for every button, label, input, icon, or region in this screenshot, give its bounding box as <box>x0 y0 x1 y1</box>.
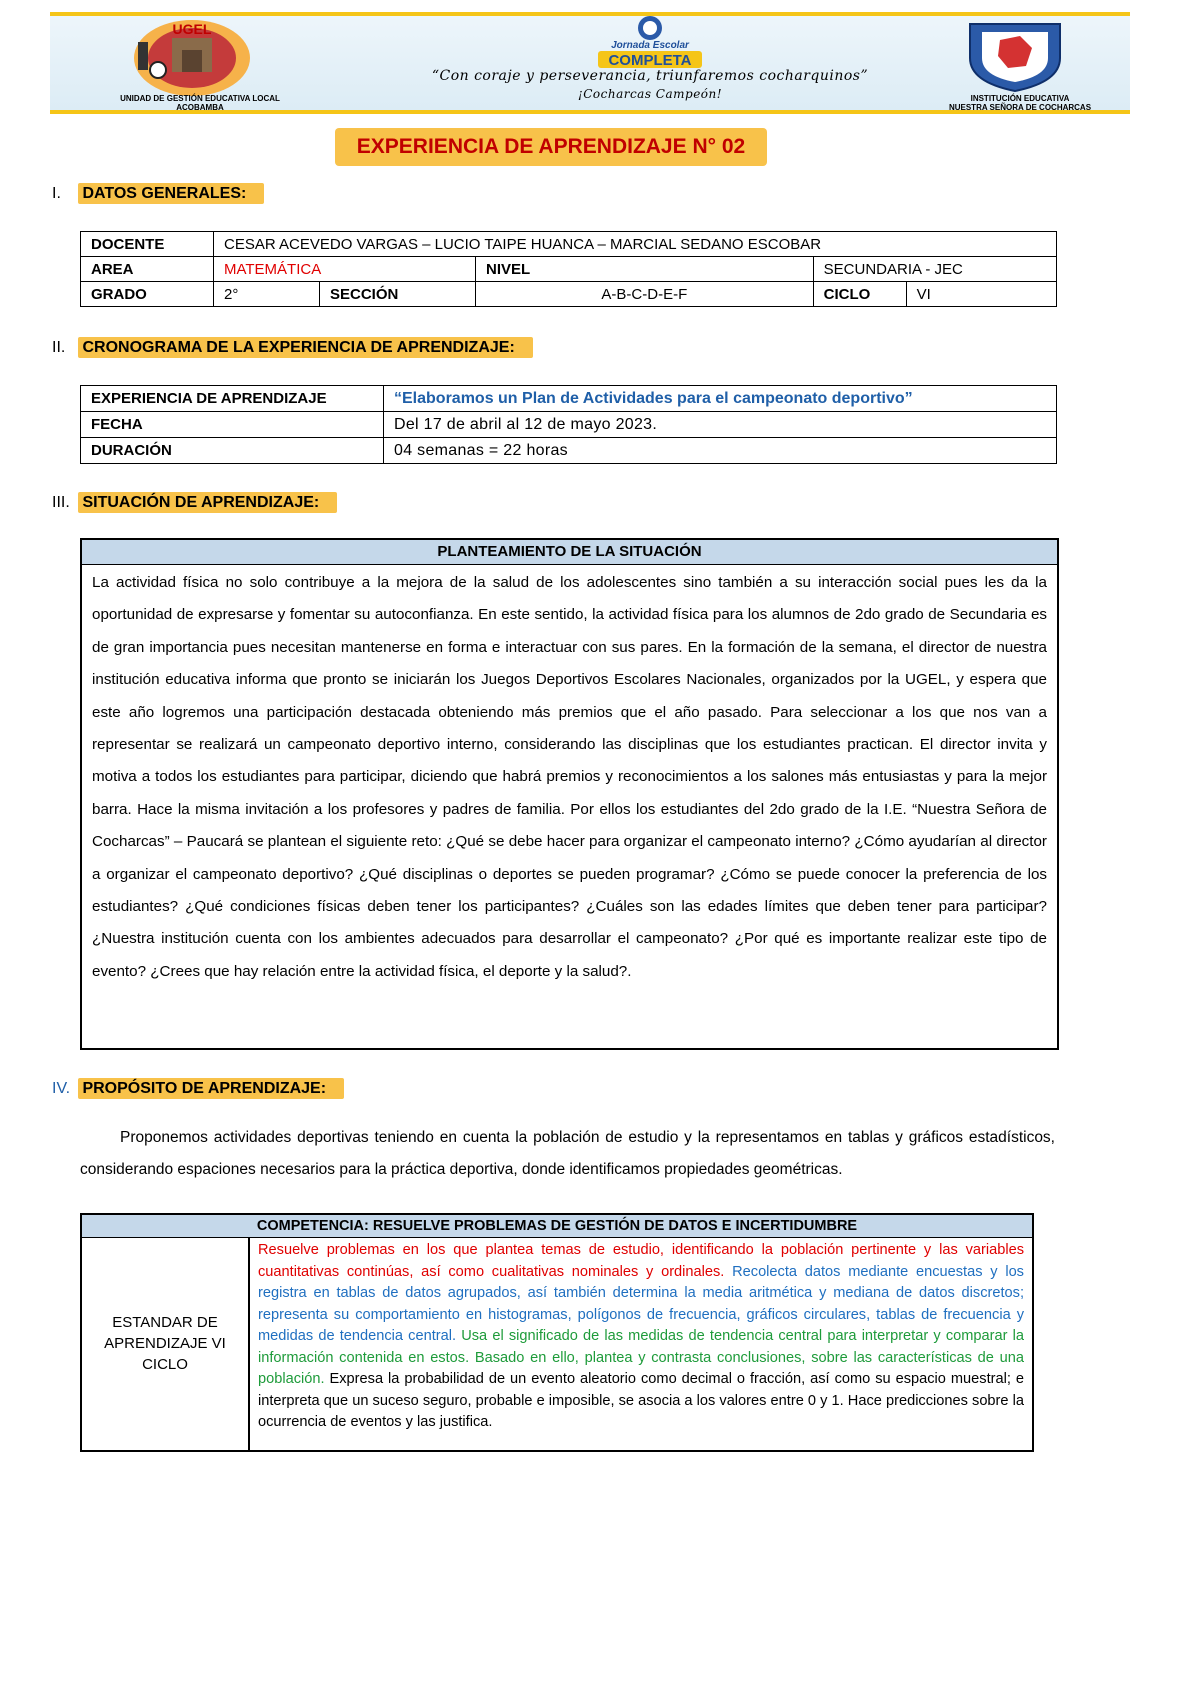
school-caption-line1: INSTITUCIÓN EDUCATIVA <box>970 94 1070 103</box>
seccion-value: A-B-C-D-E-F <box>476 282 814 307</box>
situacion-header: PLANTEAMIENTO DE LA SITUACIÓN <box>82 540 1057 565</box>
table-row <box>81 232 1057 257</box>
fecha-label: FECHA <box>81 412 384 438</box>
grado-label: GRADO <box>81 282 214 307</box>
estandar-part-black: Expresa la probabilidad de un evento aleatorio como decimal o fracción, así como su espacio muestral; e interpreta que un suceso seguro, probable e imposible, se asocia a los valores entre 0 y 1. Hace predicciones sobre la ocurrencia de eventos y las justifica. <box>258 1371 1024 1430</box>
situacion-box <box>80 538 1059 1050</box>
estandar-part-red: Resuelve problemas en los que plantea temas de estudio, identificando la población pertinente y las variables cuantitativas continúas, así como cualitativas nominales y ordinales. <box>258 1242 1024 1280</box>
jec-logo-line1: Jornada Escolar <box>611 40 689 51</box>
fecha-value: Del 17 de abril al 12 de mayo 2023. <box>384 412 1057 438</box>
docente-value: CESAR ACEVEDO VARGAS – LUCIO TAIPE HUANCA – MARCIAL SEDANO ESCOBAR <box>214 232 1057 257</box>
ugel-caption-line2: ACOBAMBA <box>176 103 224 112</box>
docente-label: DOCENTE <box>81 232 214 257</box>
school-shield-logo <box>960 18 1070 93</box>
estandar-description <box>250 1238 1032 1450</box>
seccion-label: SECCIÓN <box>320 282 476 307</box>
section-heading-proposito <box>52 1075 344 1103</box>
experiencia-value: “Elaboramos un Plan de Actividades para el campeonato deportivo” <box>384 386 1057 412</box>
duracion-label: DURACIÓN <box>81 438 384 464</box>
grado-value: 2° <box>214 282 320 307</box>
document-title: EXPERIENCIA DE APRENDIZAJE N° 02 <box>335 128 767 166</box>
datos-generales-table <box>80 231 1057 307</box>
school-caption-line2: NUESTRA SEÑORA DE COCHARCAS <box>948 103 1092 112</box>
competencia-header-rest: RESUELVE PROBLEMAS DE GESTIÓN DE DATOS E INCERTIDUMBRE <box>368 1218 858 1234</box>
section-number: IV. <box>52 1080 71 1097</box>
school-caption <box>920 94 1120 112</box>
section-number: II. <box>52 339 66 356</box>
section-label: PROPÓSITO DE APRENDIZAJE: <box>78 1078 344 1099</box>
section-number: III. <box>52 494 70 511</box>
competencia-table <box>80 1213 1034 1452</box>
table-row <box>81 412 1057 438</box>
ugel-caption-line1: UNIDAD DE GESTIÓN EDUCATIVA LOCAL <box>120 94 280 103</box>
table-row <box>81 438 1057 464</box>
estandar-part-blue: Recolecta datos mediante encuestas y los registra en tablas de datos agrupados, así también determina la media aritmética y mediana de datos discretos; representa su comportamiento en histogramas, polígonos de frecuencia, gráficos circulares, tablas de frecuencia y medidas de tendencia central. <box>258 1263 1024 1344</box>
ciclo-label: CICLO <box>813 282 906 307</box>
school-motto <box>370 67 930 103</box>
section-heading-cronograma <box>52 334 533 362</box>
section-label: DATOS GENERALES: <box>78 183 264 204</box>
estandar-part-green: Usa el significado de las medidas de tendencia central para interpretar y comparar la información contenida en estos. Basado en ello, plantea y contrasta conclusiones, sobre las características de una población. <box>258 1328 1024 1387</box>
motto-line2: ¡Cocharcas Campeón! <box>577 87 723 101</box>
table-row <box>81 282 1057 307</box>
jec-logo-line2: COMPLETA <box>608 52 692 69</box>
proposito-text: Proponemos actividades deportivas teniendo en cuenta la población de estudio y la representamos en tablas y gráficos estadísticos, considerando espaciones necesarios para la práctica deportiva, donde identificamos propiedades geométricas. <box>80 1129 1055 1178</box>
section-heading-situacion <box>52 489 337 517</box>
area-label: AREA <box>81 257 214 282</box>
situacion-text: La actividad física no solo contribuye a la mejora de la salud de los adolescentes sino también a su interacción social pues les da la oportunidad de expresarse y fomentar su autoconfianza. En este sentido, la actividad física para los alumnos de 2do grado de Secundaria es de gran importancia pues necesitan mantenerse en forma e interactuar con sus pares. En la formación de la semana, el director de nuestra institución educativa informa que pronto se iniciarán los Juegos Deportivos Escolares Nacionales, organizados por la UGEL, y espera que este año logremos una participación destacada obteniendo más premios que el año pasado. Para seleccionar a los que nos van a representar se realizará un campeonato deportivo interno, considerando las disciplinas que los estudiantes practican. El director invita y motiva a todos los estudiantes para participar, diciendo que habrá premios y reconocimientos a los salones más entusiastas y para la mejor barra. Hace la misma invitación a los profesores y padres de familia. Por ellos los estudiantes del 2do grado de la I.E. “Nuestra Señora de Cocharcas” – Paucará se plantean el siguiente reto: ¿Qué se debe hacer para organizar el campeonato interno? ¿Cómo ayudarían al director a organizar el campeonato deportivo? ¿Qué disciplinas o deportes se pueden programar? ¿Cómo se puede conocer la preferencia de los estudiantes? ¿Qué condiciones físicas deben tener los participantes? ¿Cuáles son las edades límites que deben tener para participar? ¿Nuestra institución cuenta con los ambientes adecuados para desarrollar el campeonato? ¿Por qué es importante realizar este tipo de evento? ¿Crees que hay relación entre la actividad física, el deporte y la salud?. <box>92 574 1047 980</box>
section-label: SITUACIÓN DE APRENDIZAJE: <box>78 492 337 513</box>
competencia-body <box>82 1238 1032 1450</box>
motto-line1: “Con coraje y perseverancia, triunfaremos cocharquinos” <box>431 68 869 84</box>
section-label: CRONOGRAMA DE LA EXPERIENCIA DE APRENDIZAJE: <box>78 337 532 358</box>
competencia-header-bold: COMPETENCIA: <box>256 1218 369 1234</box>
area-value: MATEMÁTICA <box>214 257 476 282</box>
cronograma-table <box>80 385 1057 464</box>
section-number: I. <box>52 185 61 202</box>
section-heading-datos <box>52 180 264 208</box>
duracion-value: 04 semanas = 22 horas <box>384 438 1057 464</box>
nivel-label: NIVEL <box>476 257 814 282</box>
ugel-caption <box>100 94 300 112</box>
header-banner <box>50 12 1130 114</box>
ciclo-value: VI <box>906 282 1056 307</box>
ugel-logo <box>130 14 255 96</box>
jec-logo <box>580 14 720 72</box>
table-row <box>81 386 1057 412</box>
ugel-logo-text: UGEL <box>172 21 212 37</box>
nivel-value: SECUNDARIA - JEC <box>813 257 1056 282</box>
experiencia-label: EXPERIENCIA DE APRENDIZAJE <box>81 386 384 412</box>
estandar-label: ESTANDAR DE APRENDIZAJE VI CICLO <box>82 1238 250 1450</box>
table-row <box>81 257 1057 282</box>
competencia-header <box>82 1215 1032 1238</box>
